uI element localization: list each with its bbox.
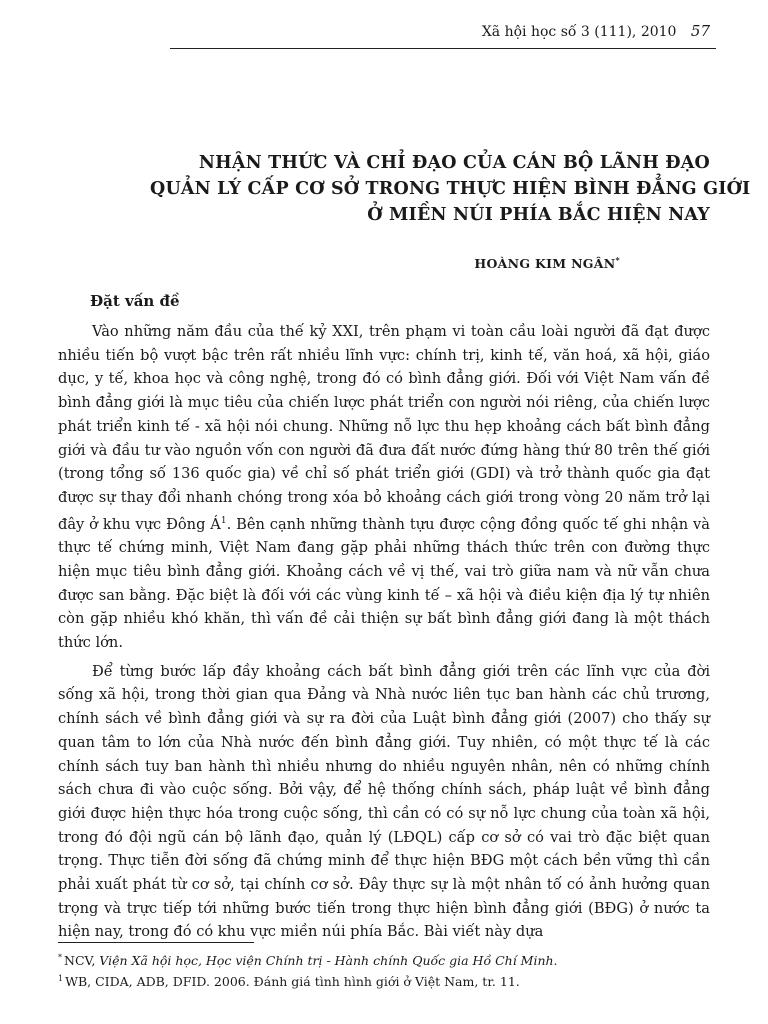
body-paragraph: Để từng bước lấp đầy khoảng cách bất bình đẳng giới trên các lĩnh vực của đời sống xã hội, trong thời gian qua Đảng và Nhà nước liên tục ban hành các chủ trương, chính sách về bình đẳng giới và sự ra đời của Luật bình đẳng giới (2007) cho thấy sự quan tâm to lớn của Nhà nước đến bình đẳng giới. Tuy nhiên, có một thực tế là các chính sách tuy ban hành thì nhiều nhưng do nhiều nguyên nhân, nên có những chính sách chưa đi vào cuộc sống. Bởi vậy, để hệ thống chính sách, pháp luật về bình đẳng giới được hiện thực hóa trong cuộc sống, thì cần có có sự nỗ lực chung của toàn xã hội, trong đó đội ngũ cán bộ lãnh đạo, quản lý (LĐQL) cấp cơ sở có vai trò đặc biệt quan trọng. Thực tiễn đời sống đã chứng minh để thực hiện BĐG một cách bền vững thì cần phải xuất phát từ cơ sở, tại chính cơ sở. Đây thực sự là một nhân tố có ảnh hưởng quan trọng và trực tiếp tới những bước tiến trong thực hiện bình đẳng giới (BĐG) ở nước ta hiện nay, trong đó có khu vực miền núi phía Bắc. Bài viết này dựa (58, 662, 710, 941)
body-paragraph (58, 320, 710, 655)
footnote-item (58, 970, 710, 991)
footnote-prefix: NCV, (64, 953, 100, 969)
footnote-text: WB, CIDA, ADB, DFID. 2006. Đánh giá tình hình giới ở Việt Nam, tr. 11. (65, 974, 520, 990)
article-title (150, 150, 751, 228)
article-body (58, 320, 710, 949)
paragraph-text: Vào những năm đầu của thế kỷ XXI, trên phạm vi toàn cầu loài người đã đạt được nhiều tiến bộ vượt bậc trên rất nhiều lĩnh vực: chính trị, kinh tế, văn hoá, xã hội, giáo dục, y tế, khoa học và công nghệ, trong đó có bình đẳng giới. Đối với Việt Nam vấn đề bình đẳng giới là mục tiêu của chiến lược phát triển con người nói riêng, của chiến lược phát triển kinh tế - xã hội nói chung. Những nỗ lực thu hẹp khoảng cách bất bình đẳng giới và đầu tư vào nguồn vốn con người đã đưa đất nước đứng hàng thứ 80 trên thế giới (trong tổng số 136 quốc gia) về chỉ số phát triển giới (GDI) và trở thành quốc gia đạt được sự thay đổi nhanh chóng trong xóa bỏ khoảng cách giới trong vòng 20 năm trở lại đây ở khu vực Đông Á (58, 323, 710, 533)
footnote-item (58, 949, 710, 970)
footnote-mark: * (58, 953, 62, 962)
footnote-mark: 1 (58, 974, 64, 984)
page-number: 57 (690, 22, 710, 40)
running-header (482, 22, 710, 40)
author-name-text: HOÀNG KIM NGÂN (474, 256, 616, 272)
title-line: Ở MIỀN NÚI PHÍA BẮC HIỆN NAY (367, 205, 710, 225)
section-heading: Đặt vấn đề (90, 292, 180, 310)
footnote-rule (58, 942, 254, 943)
title-line: NHẬN THỨC VÀ CHỈ ĐẠO CỦA CÁN BỘ LÃNH ĐẠO (198, 153, 710, 173)
header-rule (170, 48, 716, 49)
author-footnote-mark: * (615, 255, 620, 265)
author-name (474, 255, 620, 271)
footnote-reference[interactable]: 1 (220, 515, 227, 526)
footnote-text: Viện Xã hội học, Học viện Chính trị - Hành chính Quốc gia Hồ Chí Minh. (99, 953, 558, 969)
journal-issue: Xã hội học số 3 (111), 2010 (481, 24, 677, 40)
footnotes (58, 949, 710, 991)
paragraph-text: . Bên cạnh những thành tựu được cộng đồng quốc tế ghi nhận và thực tế chứng minh, Việt Nam đang gặp phải những thách thức trên con đường thực hiện mục tiêu bình đẳng giới. Khoảng cách về vị thế, vai trò giữa nam và nữ vẫn chưa được san bằng. Đặc biệt là đối với các vùng kinh tế – xã hội và điều kiện địa lý tự nhiên còn gặp nhiều khó khăn, thì vấn đề cải thiện sự bất bình đẳng giới đang là một thách thức lớn. (58, 515, 711, 651)
title-line: QUẢN LÝ CẤP CƠ SỞ TRONG THỰC HIỆN BÌNH ĐẲNG GIỚI (150, 179, 751, 199)
